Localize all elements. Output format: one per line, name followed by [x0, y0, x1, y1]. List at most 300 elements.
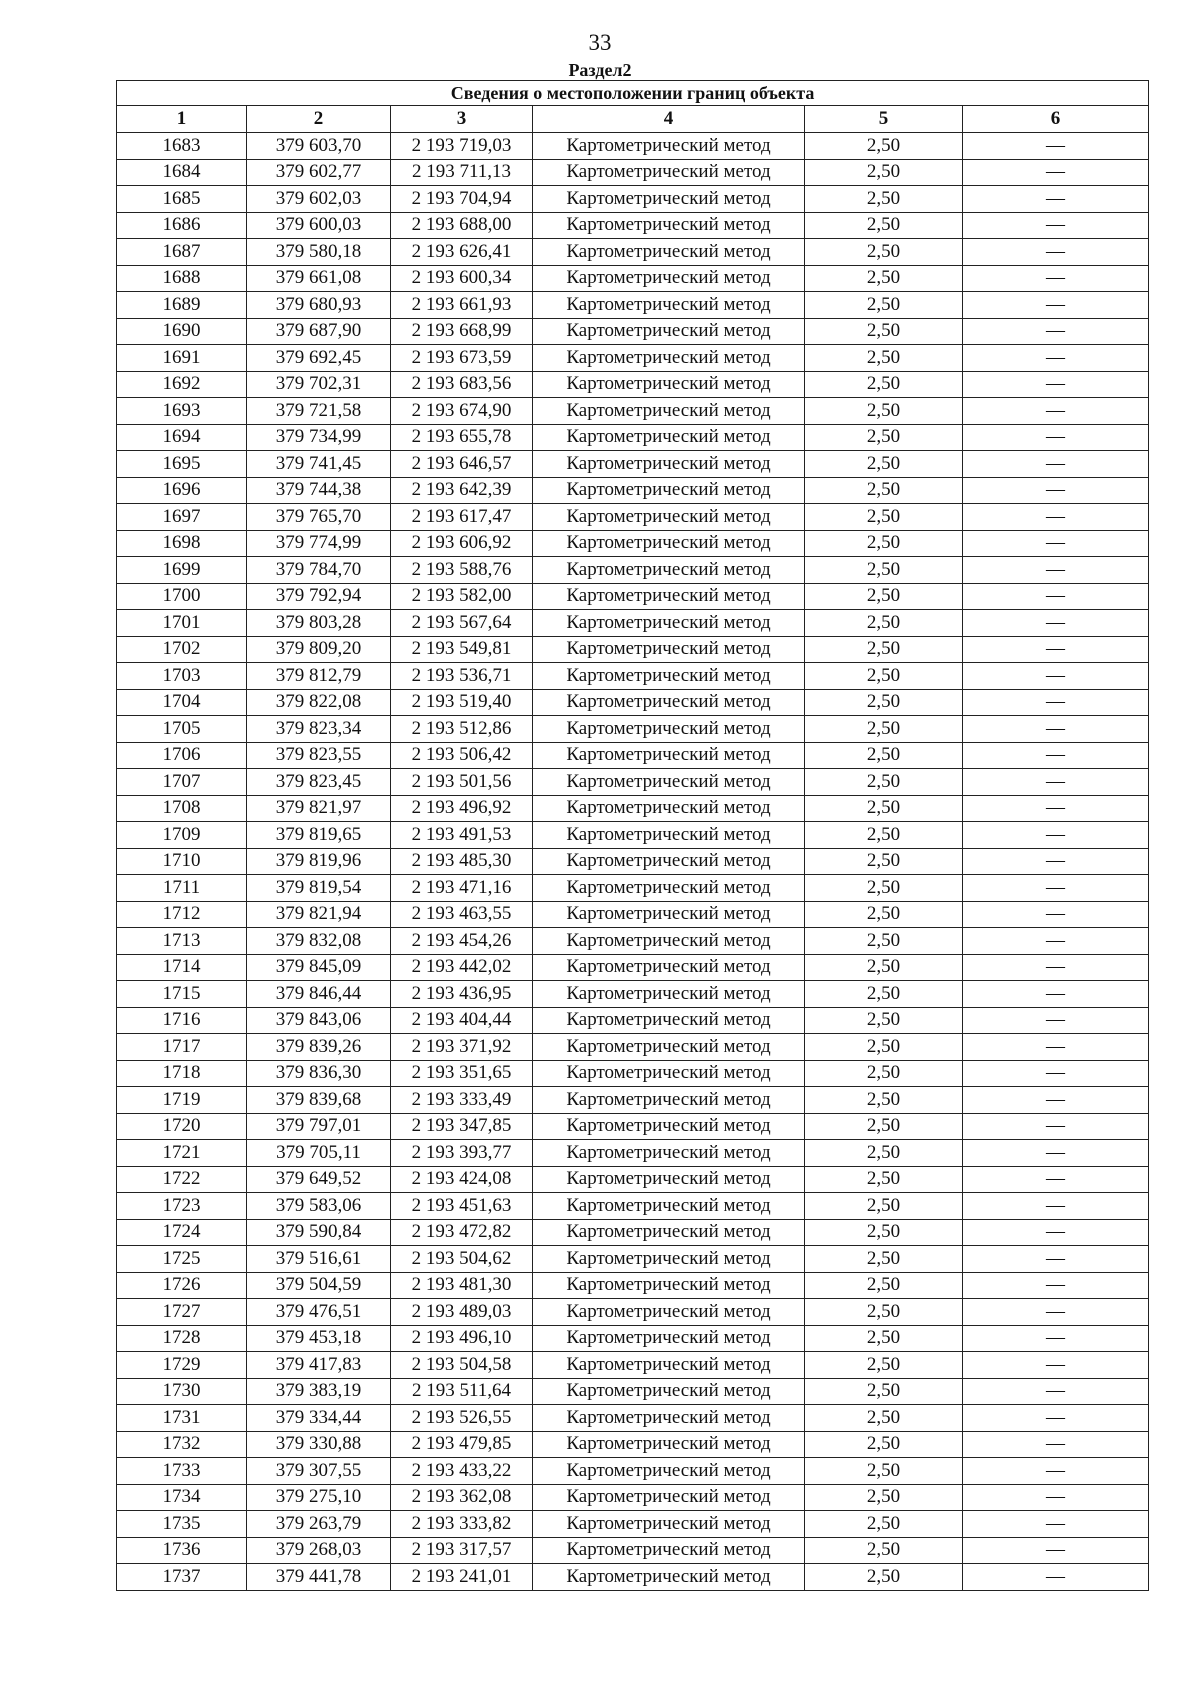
accuracy-cell: 2,50	[805, 822, 963, 849]
y-coordinate-cell: 2 193 347,85	[391, 1113, 533, 1140]
description-cell: —	[963, 292, 1149, 319]
x-coordinate-cell: 379 845,09	[247, 954, 391, 981]
x-coordinate-cell: 379 476,51	[247, 1299, 391, 1326]
table-row	[117, 689, 1149, 716]
method-cell: Картометрический метод	[533, 1431, 805, 1458]
accuracy-cell: 2,50	[805, 186, 963, 213]
table-row	[117, 1166, 1149, 1193]
accuracy-cell: 2,50	[805, 1087, 963, 1114]
table-row	[117, 928, 1149, 955]
description-cell: —	[963, 557, 1149, 584]
point-number-cell: 1708	[117, 795, 247, 822]
method-cell: Картометрический метод	[533, 1166, 805, 1193]
accuracy-cell: 2,50	[805, 504, 963, 531]
y-coordinate-cell: 2 193 317,57	[391, 1537, 533, 1564]
y-coordinate-cell: 2 193 511,64	[391, 1378, 533, 1405]
boundary-coordinates-table	[116, 80, 1149, 1591]
y-coordinate-cell: 2 193 393,77	[391, 1140, 533, 1167]
y-coordinate-cell: 2 193 673,59	[391, 345, 533, 372]
table-row	[117, 1299, 1149, 1326]
accuracy-cell: 2,50	[805, 689, 963, 716]
y-coordinate-cell: 2 193 371,92	[391, 1034, 533, 1061]
method-cell: Картометрический метод	[533, 133, 805, 160]
x-coordinate-cell: 379 680,93	[247, 292, 391, 319]
point-number-cell: 1712	[117, 901, 247, 928]
method-cell: Картометрический метод	[533, 212, 805, 239]
method-cell: Картометрический метод	[533, 742, 805, 769]
point-number-cell: 1727	[117, 1299, 247, 1326]
description-cell: —	[963, 663, 1149, 690]
description-cell: —	[963, 1352, 1149, 1379]
column-header: 2	[247, 106, 391, 133]
x-coordinate-cell: 379 721,58	[247, 398, 391, 425]
table-row	[117, 1537, 1149, 1564]
accuracy-cell: 2,50	[805, 345, 963, 372]
accuracy-cell: 2,50	[805, 424, 963, 451]
accuracy-cell: 2,50	[805, 1272, 963, 1299]
point-number-cell: 1684	[117, 159, 247, 186]
method-cell: Картометрический метод	[533, 822, 805, 849]
y-coordinate-cell: 2 193 606,92	[391, 530, 533, 557]
method-cell: Картометрический метод	[533, 1537, 805, 1564]
y-coordinate-cell: 2 193 496,10	[391, 1325, 533, 1352]
method-cell: Картометрический метод	[533, 1458, 805, 1485]
table-row	[117, 1193, 1149, 1220]
point-number-cell: 1693	[117, 398, 247, 425]
description-cell: —	[963, 1564, 1149, 1591]
accuracy-cell: 2,50	[805, 477, 963, 504]
description-cell: —	[963, 769, 1149, 796]
method-cell: Картометрический метод	[533, 1007, 805, 1034]
table-caption: Сведения о местоположении границ объекта	[117, 81, 1149, 106]
table-row	[117, 1087, 1149, 1114]
table-row	[117, 981, 1149, 1008]
point-number-cell: 1734	[117, 1484, 247, 1511]
description-cell: —	[963, 1299, 1149, 1326]
accuracy-cell: 2,50	[805, 583, 963, 610]
x-coordinate-cell: 379 797,01	[247, 1113, 391, 1140]
x-coordinate-cell: 379 649,52	[247, 1166, 391, 1193]
method-cell: Картометрический метод	[533, 1352, 805, 1379]
x-coordinate-cell: 379 823,55	[247, 742, 391, 769]
method-cell: Картометрический метод	[533, 318, 805, 345]
accuracy-cell: 2,50	[805, 1193, 963, 1220]
point-number-cell: 1716	[117, 1007, 247, 1034]
point-number-cell: 1694	[117, 424, 247, 451]
y-coordinate-cell: 2 193 512,86	[391, 716, 533, 743]
y-coordinate-cell: 2 193 362,08	[391, 1484, 533, 1511]
method-cell: Картометрический метод	[533, 954, 805, 981]
table-row	[117, 1113, 1149, 1140]
point-number-cell: 1696	[117, 477, 247, 504]
method-cell: Картометрический метод	[533, 292, 805, 319]
description-cell: —	[963, 928, 1149, 955]
x-coordinate-cell: 379 812,79	[247, 663, 391, 690]
accuracy-cell: 2,50	[805, 1140, 963, 1167]
method-cell: Картометрический метод	[533, 1325, 805, 1352]
description-cell: —	[963, 133, 1149, 160]
accuracy-cell: 2,50	[805, 1246, 963, 1273]
column-header: 1	[117, 106, 247, 133]
table-row	[117, 186, 1149, 213]
point-number-cell: 1733	[117, 1458, 247, 1485]
method-cell: Картометрический метод	[533, 795, 805, 822]
accuracy-cell: 2,50	[805, 265, 963, 292]
accuracy-cell: 2,50	[805, 1352, 963, 1379]
accuracy-cell: 2,50	[805, 1537, 963, 1564]
x-coordinate-cell: 379 821,94	[247, 901, 391, 928]
x-coordinate-cell: 379 516,61	[247, 1246, 391, 1273]
x-coordinate-cell: 379 307,55	[247, 1458, 391, 1485]
description-cell: —	[963, 1060, 1149, 1087]
accuracy-cell: 2,50	[805, 1113, 963, 1140]
x-coordinate-cell: 379 821,97	[247, 795, 391, 822]
y-coordinate-cell: 2 193 333,49	[391, 1087, 533, 1114]
x-coordinate-cell: 379 784,70	[247, 557, 391, 584]
point-number-cell: 1721	[117, 1140, 247, 1167]
method-cell: Картометрический метод	[533, 477, 805, 504]
table-row	[117, 345, 1149, 372]
table-row	[117, 822, 1149, 849]
accuracy-cell: 2,50	[805, 1034, 963, 1061]
method-cell: Картометрический метод	[533, 848, 805, 875]
y-coordinate-cell: 2 193 485,30	[391, 848, 533, 875]
x-coordinate-cell: 379 822,08	[247, 689, 391, 716]
y-coordinate-cell: 2 193 424,08	[391, 1166, 533, 1193]
description-cell: —	[963, 345, 1149, 372]
x-coordinate-cell: 379 334,44	[247, 1405, 391, 1432]
table-row	[117, 1219, 1149, 1246]
accuracy-cell: 2,50	[805, 159, 963, 186]
table-row	[117, 1431, 1149, 1458]
method-cell: Картометрический метод	[533, 981, 805, 1008]
table-row	[117, 424, 1149, 451]
method-cell: Картометрический метод	[533, 610, 805, 637]
x-coordinate-cell: 379 603,70	[247, 133, 391, 160]
x-coordinate-cell: 379 580,18	[247, 239, 391, 266]
description-cell: —	[963, 371, 1149, 398]
x-coordinate-cell: 379 702,31	[247, 371, 391, 398]
method-cell: Картометрический метод	[533, 1272, 805, 1299]
accuracy-cell: 2,50	[805, 1060, 963, 1087]
table-row	[117, 610, 1149, 637]
description-cell: —	[963, 1193, 1149, 1220]
method-cell: Картометрический метод	[533, 186, 805, 213]
x-coordinate-cell: 379 839,68	[247, 1087, 391, 1114]
description-cell: —	[963, 1405, 1149, 1432]
accuracy-cell: 2,50	[805, 742, 963, 769]
accuracy-cell: 2,50	[805, 451, 963, 478]
x-coordinate-cell: 379 705,11	[247, 1140, 391, 1167]
description-cell: —	[963, 1458, 1149, 1485]
column-header: 4	[533, 106, 805, 133]
y-coordinate-cell: 2 193 433,22	[391, 1458, 533, 1485]
accuracy-cell: 2,50	[805, 133, 963, 160]
accuracy-cell: 2,50	[805, 1484, 963, 1511]
method-cell: Картометрический метод	[533, 424, 805, 451]
description-cell: —	[963, 901, 1149, 928]
description-cell: —	[963, 1113, 1149, 1140]
table-row	[117, 239, 1149, 266]
y-coordinate-cell: 2 193 704,94	[391, 186, 533, 213]
accuracy-cell: 2,50	[805, 239, 963, 266]
y-coordinate-cell: 2 193 668,99	[391, 318, 533, 345]
description-cell: —	[963, 477, 1149, 504]
table-row	[117, 769, 1149, 796]
accuracy-cell: 2,50	[805, 610, 963, 637]
table-row	[117, 716, 1149, 743]
accuracy-cell: 2,50	[805, 848, 963, 875]
y-coordinate-cell: 2 193 472,82	[391, 1219, 533, 1246]
description-cell: —	[963, 795, 1149, 822]
description-cell: —	[963, 822, 1149, 849]
description-cell: —	[963, 583, 1149, 610]
column-header: 6	[963, 106, 1149, 133]
point-number-cell: 1685	[117, 186, 247, 213]
description-cell: —	[963, 848, 1149, 875]
method-cell: Картометрический метод	[533, 557, 805, 584]
method-cell: Картометрический метод	[533, 371, 805, 398]
description-cell: —	[963, 1537, 1149, 1564]
table-row	[117, 875, 1149, 902]
method-cell: Картометрический метод	[533, 504, 805, 531]
point-number-cell: 1700	[117, 583, 247, 610]
accuracy-cell: 2,50	[805, 1007, 963, 1034]
x-coordinate-cell: 379 504,59	[247, 1272, 391, 1299]
accuracy-cell: 2,50	[805, 795, 963, 822]
point-number-cell: 1723	[117, 1193, 247, 1220]
table-row	[117, 159, 1149, 186]
y-coordinate-cell: 2 193 674,90	[391, 398, 533, 425]
accuracy-cell: 2,50	[805, 875, 963, 902]
y-coordinate-cell: 2 193 442,02	[391, 954, 533, 981]
point-number-cell: 1702	[117, 636, 247, 663]
point-number-cell: 1720	[117, 1113, 247, 1140]
method-cell: Картометрический метод	[533, 451, 805, 478]
x-coordinate-cell: 379 441,78	[247, 1564, 391, 1591]
accuracy-cell: 2,50	[805, 1405, 963, 1432]
x-coordinate-cell: 379 661,08	[247, 265, 391, 292]
point-number-cell: 1724	[117, 1219, 247, 1246]
description-cell: —	[963, 265, 1149, 292]
description-cell: —	[963, 636, 1149, 663]
table-row	[117, 1564, 1149, 1591]
table-row	[117, 530, 1149, 557]
point-number-cell: 1719	[117, 1087, 247, 1114]
x-coordinate-cell: 379 839,26	[247, 1034, 391, 1061]
description-cell: —	[963, 1140, 1149, 1167]
point-number-cell: 1704	[117, 689, 247, 716]
table-row	[117, 742, 1149, 769]
point-number-cell: 1688	[117, 265, 247, 292]
table-row	[117, 557, 1149, 584]
description-cell: —	[963, 1219, 1149, 1246]
accuracy-cell: 2,50	[805, 769, 963, 796]
point-number-cell: 1731	[117, 1405, 247, 1432]
y-coordinate-cell: 2 193 567,64	[391, 610, 533, 637]
y-coordinate-cell: 2 193 519,40	[391, 689, 533, 716]
table-row	[117, 954, 1149, 981]
table-row	[117, 1060, 1149, 1087]
description-cell: —	[963, 689, 1149, 716]
method-cell: Картометрический метод	[533, 159, 805, 186]
table-row	[117, 451, 1149, 478]
method-cell: Картометрический метод	[533, 1060, 805, 1087]
method-cell: Картометрический метод	[533, 583, 805, 610]
table-row	[117, 1352, 1149, 1379]
x-coordinate-cell: 379 741,45	[247, 451, 391, 478]
x-coordinate-cell: 379 383,19	[247, 1378, 391, 1405]
y-coordinate-cell: 2 193 241,01	[391, 1564, 533, 1591]
description-cell: —	[963, 1246, 1149, 1273]
description-cell: —	[963, 212, 1149, 239]
y-coordinate-cell: 2 193 504,62	[391, 1246, 533, 1273]
point-number-cell: 1707	[117, 769, 247, 796]
table-row	[117, 1378, 1149, 1405]
x-coordinate-cell: 379 774,99	[247, 530, 391, 557]
point-number-cell: 1690	[117, 318, 247, 345]
table-row	[117, 398, 1149, 425]
description-cell: —	[963, 424, 1149, 451]
method-cell: Картометрический метод	[533, 636, 805, 663]
accuracy-cell: 2,50	[805, 981, 963, 1008]
y-coordinate-cell: 2 193 642,39	[391, 477, 533, 504]
point-number-cell: 1695	[117, 451, 247, 478]
point-number-cell: 1710	[117, 848, 247, 875]
accuracy-cell: 2,50	[805, 371, 963, 398]
method-cell: Картометрический метод	[533, 1564, 805, 1591]
description-cell: —	[963, 1484, 1149, 1511]
point-number-cell: 1709	[117, 822, 247, 849]
description-cell: —	[963, 530, 1149, 557]
point-number-cell: 1715	[117, 981, 247, 1008]
x-coordinate-cell: 379 602,77	[247, 159, 391, 186]
x-coordinate-cell: 379 583,06	[247, 1193, 391, 1220]
method-cell: Картометрический метод	[533, 530, 805, 557]
column-header: 3	[391, 106, 533, 133]
y-coordinate-cell: 2 193 683,56	[391, 371, 533, 398]
accuracy-cell: 2,50	[805, 1564, 963, 1591]
method-cell: Картометрический метод	[533, 265, 805, 292]
x-coordinate-cell: 379 734,99	[247, 424, 391, 451]
method-cell: Картометрический метод	[533, 239, 805, 266]
accuracy-cell: 2,50	[805, 212, 963, 239]
method-cell: Картометрический метод	[533, 398, 805, 425]
point-number-cell: 1729	[117, 1352, 247, 1379]
method-cell: Картометрический метод	[533, 1140, 805, 1167]
accuracy-cell: 2,50	[805, 1378, 963, 1405]
table-caption-row	[117, 81, 1149, 106]
description-cell: —	[963, 1087, 1149, 1114]
method-cell: Картометрический метод	[533, 1193, 805, 1220]
y-coordinate-cell: 2 193 504,58	[391, 1352, 533, 1379]
y-coordinate-cell: 2 193 471,16	[391, 875, 533, 902]
y-coordinate-cell: 2 193 646,57	[391, 451, 533, 478]
table-row	[117, 901, 1149, 928]
accuracy-cell: 2,50	[805, 1325, 963, 1352]
description-cell: —	[963, 1034, 1149, 1061]
y-coordinate-cell: 2 193 501,56	[391, 769, 533, 796]
point-number-cell: 1701	[117, 610, 247, 637]
x-coordinate-cell: 379 687,90	[247, 318, 391, 345]
table-row	[117, 636, 1149, 663]
point-number-cell: 1706	[117, 742, 247, 769]
method-cell: Картометрический метод	[533, 689, 805, 716]
point-number-cell: 1713	[117, 928, 247, 955]
table-body	[117, 133, 1149, 1591]
x-coordinate-cell: 379 792,94	[247, 583, 391, 610]
table-row	[117, 1511, 1149, 1538]
point-number-cell: 1687	[117, 239, 247, 266]
method-cell: Картометрический метод	[533, 1511, 805, 1538]
accuracy-cell: 2,50	[805, 530, 963, 557]
method-cell: Картометрический метод	[533, 1034, 805, 1061]
point-number-cell: 1691	[117, 345, 247, 372]
point-number-cell: 1725	[117, 1246, 247, 1273]
table-row	[117, 265, 1149, 292]
table-row	[117, 583, 1149, 610]
method-cell: Картометрический метод	[533, 1405, 805, 1432]
point-number-cell: 1717	[117, 1034, 247, 1061]
y-coordinate-cell: 2 193 351,65	[391, 1060, 533, 1087]
column-header: 5	[805, 106, 963, 133]
description-cell: —	[963, 1325, 1149, 1352]
point-number-cell: 1711	[117, 875, 247, 902]
y-coordinate-cell: 2 193 600,34	[391, 265, 533, 292]
description-cell: —	[963, 742, 1149, 769]
point-number-cell: 1722	[117, 1166, 247, 1193]
accuracy-cell: 2,50	[805, 1299, 963, 1326]
x-coordinate-cell: 379 836,30	[247, 1060, 391, 1087]
y-coordinate-cell: 2 193 496,92	[391, 795, 533, 822]
y-coordinate-cell: 2 193 549,81	[391, 636, 533, 663]
description-cell: —	[963, 875, 1149, 902]
point-number-cell: 1736	[117, 1537, 247, 1564]
accuracy-cell: 2,50	[805, 928, 963, 955]
point-number-cell: 1697	[117, 504, 247, 531]
point-number-cell: 1726	[117, 1272, 247, 1299]
table-row	[117, 292, 1149, 319]
y-coordinate-cell: 2 193 582,00	[391, 583, 533, 610]
description-cell: —	[963, 239, 1149, 266]
description-cell: —	[963, 981, 1149, 1008]
description-cell: —	[963, 1378, 1149, 1405]
y-coordinate-cell: 2 193 481,30	[391, 1272, 533, 1299]
y-coordinate-cell: 2 193 491,53	[391, 822, 533, 849]
description-cell: —	[963, 504, 1149, 531]
point-number-cell: 1730	[117, 1378, 247, 1405]
x-coordinate-cell: 379 819,96	[247, 848, 391, 875]
method-cell: Картометрический метод	[533, 663, 805, 690]
description-cell: —	[963, 716, 1149, 743]
point-number-cell: 1737	[117, 1564, 247, 1591]
x-coordinate-cell: 379 819,65	[247, 822, 391, 849]
accuracy-cell: 2,50	[805, 318, 963, 345]
y-coordinate-cell: 2 193 333,82	[391, 1511, 533, 1538]
y-coordinate-cell: 2 193 661,93	[391, 292, 533, 319]
point-number-cell: 1735	[117, 1511, 247, 1538]
table-row	[117, 795, 1149, 822]
point-number-cell: 1699	[117, 557, 247, 584]
description-cell: —	[963, 954, 1149, 981]
table-row	[117, 504, 1149, 531]
y-coordinate-cell: 2 193 404,44	[391, 1007, 533, 1034]
method-cell: Картометрический метод	[533, 716, 805, 743]
table-row	[117, 1325, 1149, 1352]
column-header-row	[117, 106, 1149, 133]
accuracy-cell: 2,50	[805, 1219, 963, 1246]
x-coordinate-cell: 379 846,44	[247, 981, 391, 1008]
